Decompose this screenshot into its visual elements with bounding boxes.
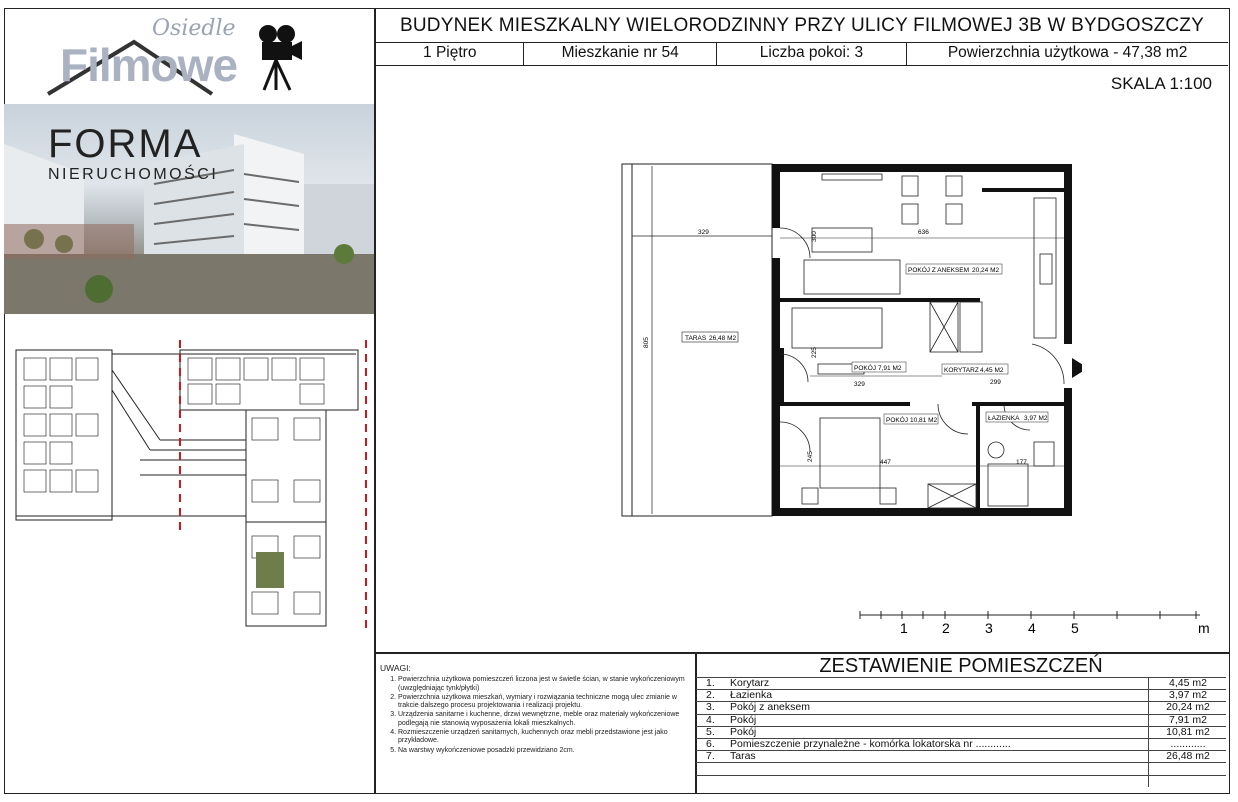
label-pokoj-1-area: 7,91 M2 — [878, 365, 902, 372]
label-lazienka-area: 3,97 M2 — [1024, 415, 1048, 422]
room-name: Taras — [730, 750, 756, 763]
row-number: 6. — [706, 737, 715, 750]
entrance-arrow-icon — [1072, 358, 1082, 378]
apartment-number-cell: Mieszkanie nr 54 — [524, 43, 716, 65]
dim-bottom-mid: 447 — [880, 459, 891, 466]
label-pokoj-2: POKÓJ — [886, 417, 909, 424]
nieruchomosci-logo-text: NIERUCHOMOŚCI — [48, 166, 219, 183]
room-name: Korytarz — [730, 677, 770, 689]
notes-title: UWAGI: — [380, 663, 411, 673]
room-area — [1148, 763, 1227, 774]
row-number: 2. — [706, 689, 715, 702]
scale-tick-1: 1 — [900, 620, 908, 636]
room-count-cell: Liczba pokoi: 3 — [717, 43, 907, 65]
label-korytarz-area: 4,45 M2 — [980, 367, 1004, 374]
dim-bottom-right: 177 — [1016, 459, 1027, 466]
floor-cell: 1 Piętro — [376, 43, 524, 65]
dim-bottom-left: 245 — [807, 451, 814, 462]
dim-top-left: 300 — [811, 231, 818, 242]
scale-label: SKALA 1:100 — [1110, 74, 1212, 93]
room-name: Pokój — [730, 725, 757, 738]
highlighted-apartment — [256, 552, 284, 588]
dim-korytarz: 299 — [990, 379, 1001, 386]
row-number: 3. — [706, 701, 715, 714]
usable-area-cell: Powierzchnia użytkowa - 47,38 m2 — [947, 44, 1188, 61]
dim-mid: 329 — [854, 381, 865, 388]
building-key-plan — [10, 330, 370, 630]
row-number: 7. — [706, 750, 715, 763]
left-column-divider — [374, 8, 376, 794]
dim-top-right: 636 — [918, 229, 929, 236]
note-item: 4. Rozmieszczenie urządzeń sanitarnych, kuchennych oraz mebli przedstawione jest jako przykładowe. — [398, 729, 694, 746]
label-pokoj-aneks-area: 20,24 M2 — [972, 267, 1000, 274]
note-item: 5. Na warstwy wykończeniowe posadzki przewidziano 2cm. — [398, 747, 694, 755]
label-taras: TARAS — [685, 335, 707, 342]
label-taras-area: 26,48 M2 — [709, 335, 737, 342]
table-row — [696, 701, 1226, 713]
room-name: Pokój — [730, 713, 757, 726]
row-number: 5. — [706, 725, 715, 738]
room-name: Pokój z aneksem — [730, 701, 810, 714]
note-item: 2. Powierzchnia użytkowa mieszkań, wymiary i rozwiązania techniczne mogą ulec zmianie w trakcie dalszego procesu projektowania i realizacji projektu. — [398, 694, 694, 711]
room-area — [1148, 776, 1227, 787]
dim-mid-left: 225 — [811, 347, 818, 358]
film-camera-icon — [256, 22, 306, 92]
document-title: BUDYNEK MIESZKALNY WIELORODZINNY PRZY ULICY FILMOWEJ 3B W BYDGOSZCZY — [399, 15, 1204, 36]
room-area: 3,97 m2 — [1148, 690, 1227, 701]
logo-osiedle-text: Osiedle — [152, 16, 236, 41]
scale-unit: m — [1198, 620, 1210, 636]
note-item: 1. Powierzchnia użytkowa pomieszczeń liczona jest w świetle ścian, w stanie wykończeniowym (uwzględniając tynk/płytki) — [398, 676, 694, 693]
table-row — [696, 738, 1226, 750]
logo-filmowe-text: Filmowe — [60, 39, 238, 91]
scale-tick-3: 3 — [985, 620, 993, 636]
scale-tick-2: 2 — [942, 620, 950, 636]
room-area: 7,91 m2 — [1148, 715, 1227, 726]
room-area: 20,24 m2 — [1148, 702, 1227, 713]
scale-bar — [856, 605, 1226, 641]
forma-logo-text: FORMA — [48, 122, 203, 166]
table-row — [696, 714, 1226, 726]
label-korytarz: KORYTARZ — [944, 367, 979, 374]
room-area: ............ — [1148, 739, 1227, 750]
label-pokoj-2-area: 10,81 M2 — [910, 417, 938, 424]
room-name: Pomieszczenie przynależne - komórka lokatorska nr ............ — [730, 737, 1011, 750]
dim-taras-width: 329 — [698, 229, 709, 236]
table-row — [696, 726, 1226, 738]
table-row — [696, 677, 1226, 689]
room-name: Łazienka — [730, 689, 773, 702]
label-pokoj-1: POKÓJ — [854, 365, 877, 372]
note-item: 3. Urządzenia sanitarne i kuchenne, drzwi wewnętrzne, meble oraz materiały wykończeniowe podlegają nie stanowią wyposażenia lokali mieszkalnych. — [398, 711, 694, 728]
table-row — [696, 775, 1226, 787]
room-area: 10,81 m2 — [1148, 727, 1227, 738]
room-area: 26,48 m2 — [1148, 751, 1227, 762]
rooms-summary-title: ZESTAWIENIE POMIESZCZEŃ — [819, 655, 1103, 677]
notes-block — [380, 664, 694, 756]
scale-tick-5: 5 — [1071, 620, 1079, 636]
dim-taras-height: 805 — [643, 337, 650, 348]
scale-tick-4: 4 — [1028, 620, 1036, 636]
table-row — [696, 689, 1226, 701]
rooms-summary-table — [696, 677, 1226, 787]
room-area: 4,45 m2 — [1148, 678, 1227, 689]
apartment-info-row — [376, 42, 1228, 66]
table-row — [696, 762, 1226, 774]
row-number: 4. — [706, 713, 715, 726]
row-number: 1. — [706, 677, 715, 689]
apartment-floor-plan — [612, 158, 1082, 522]
label-lazienka: ŁAZIENKA — [988, 415, 1020, 422]
table-row — [696, 750, 1226, 762]
label-pokoj-aneks: POKÓJ Z ANEKSEM — [908, 267, 970, 274]
